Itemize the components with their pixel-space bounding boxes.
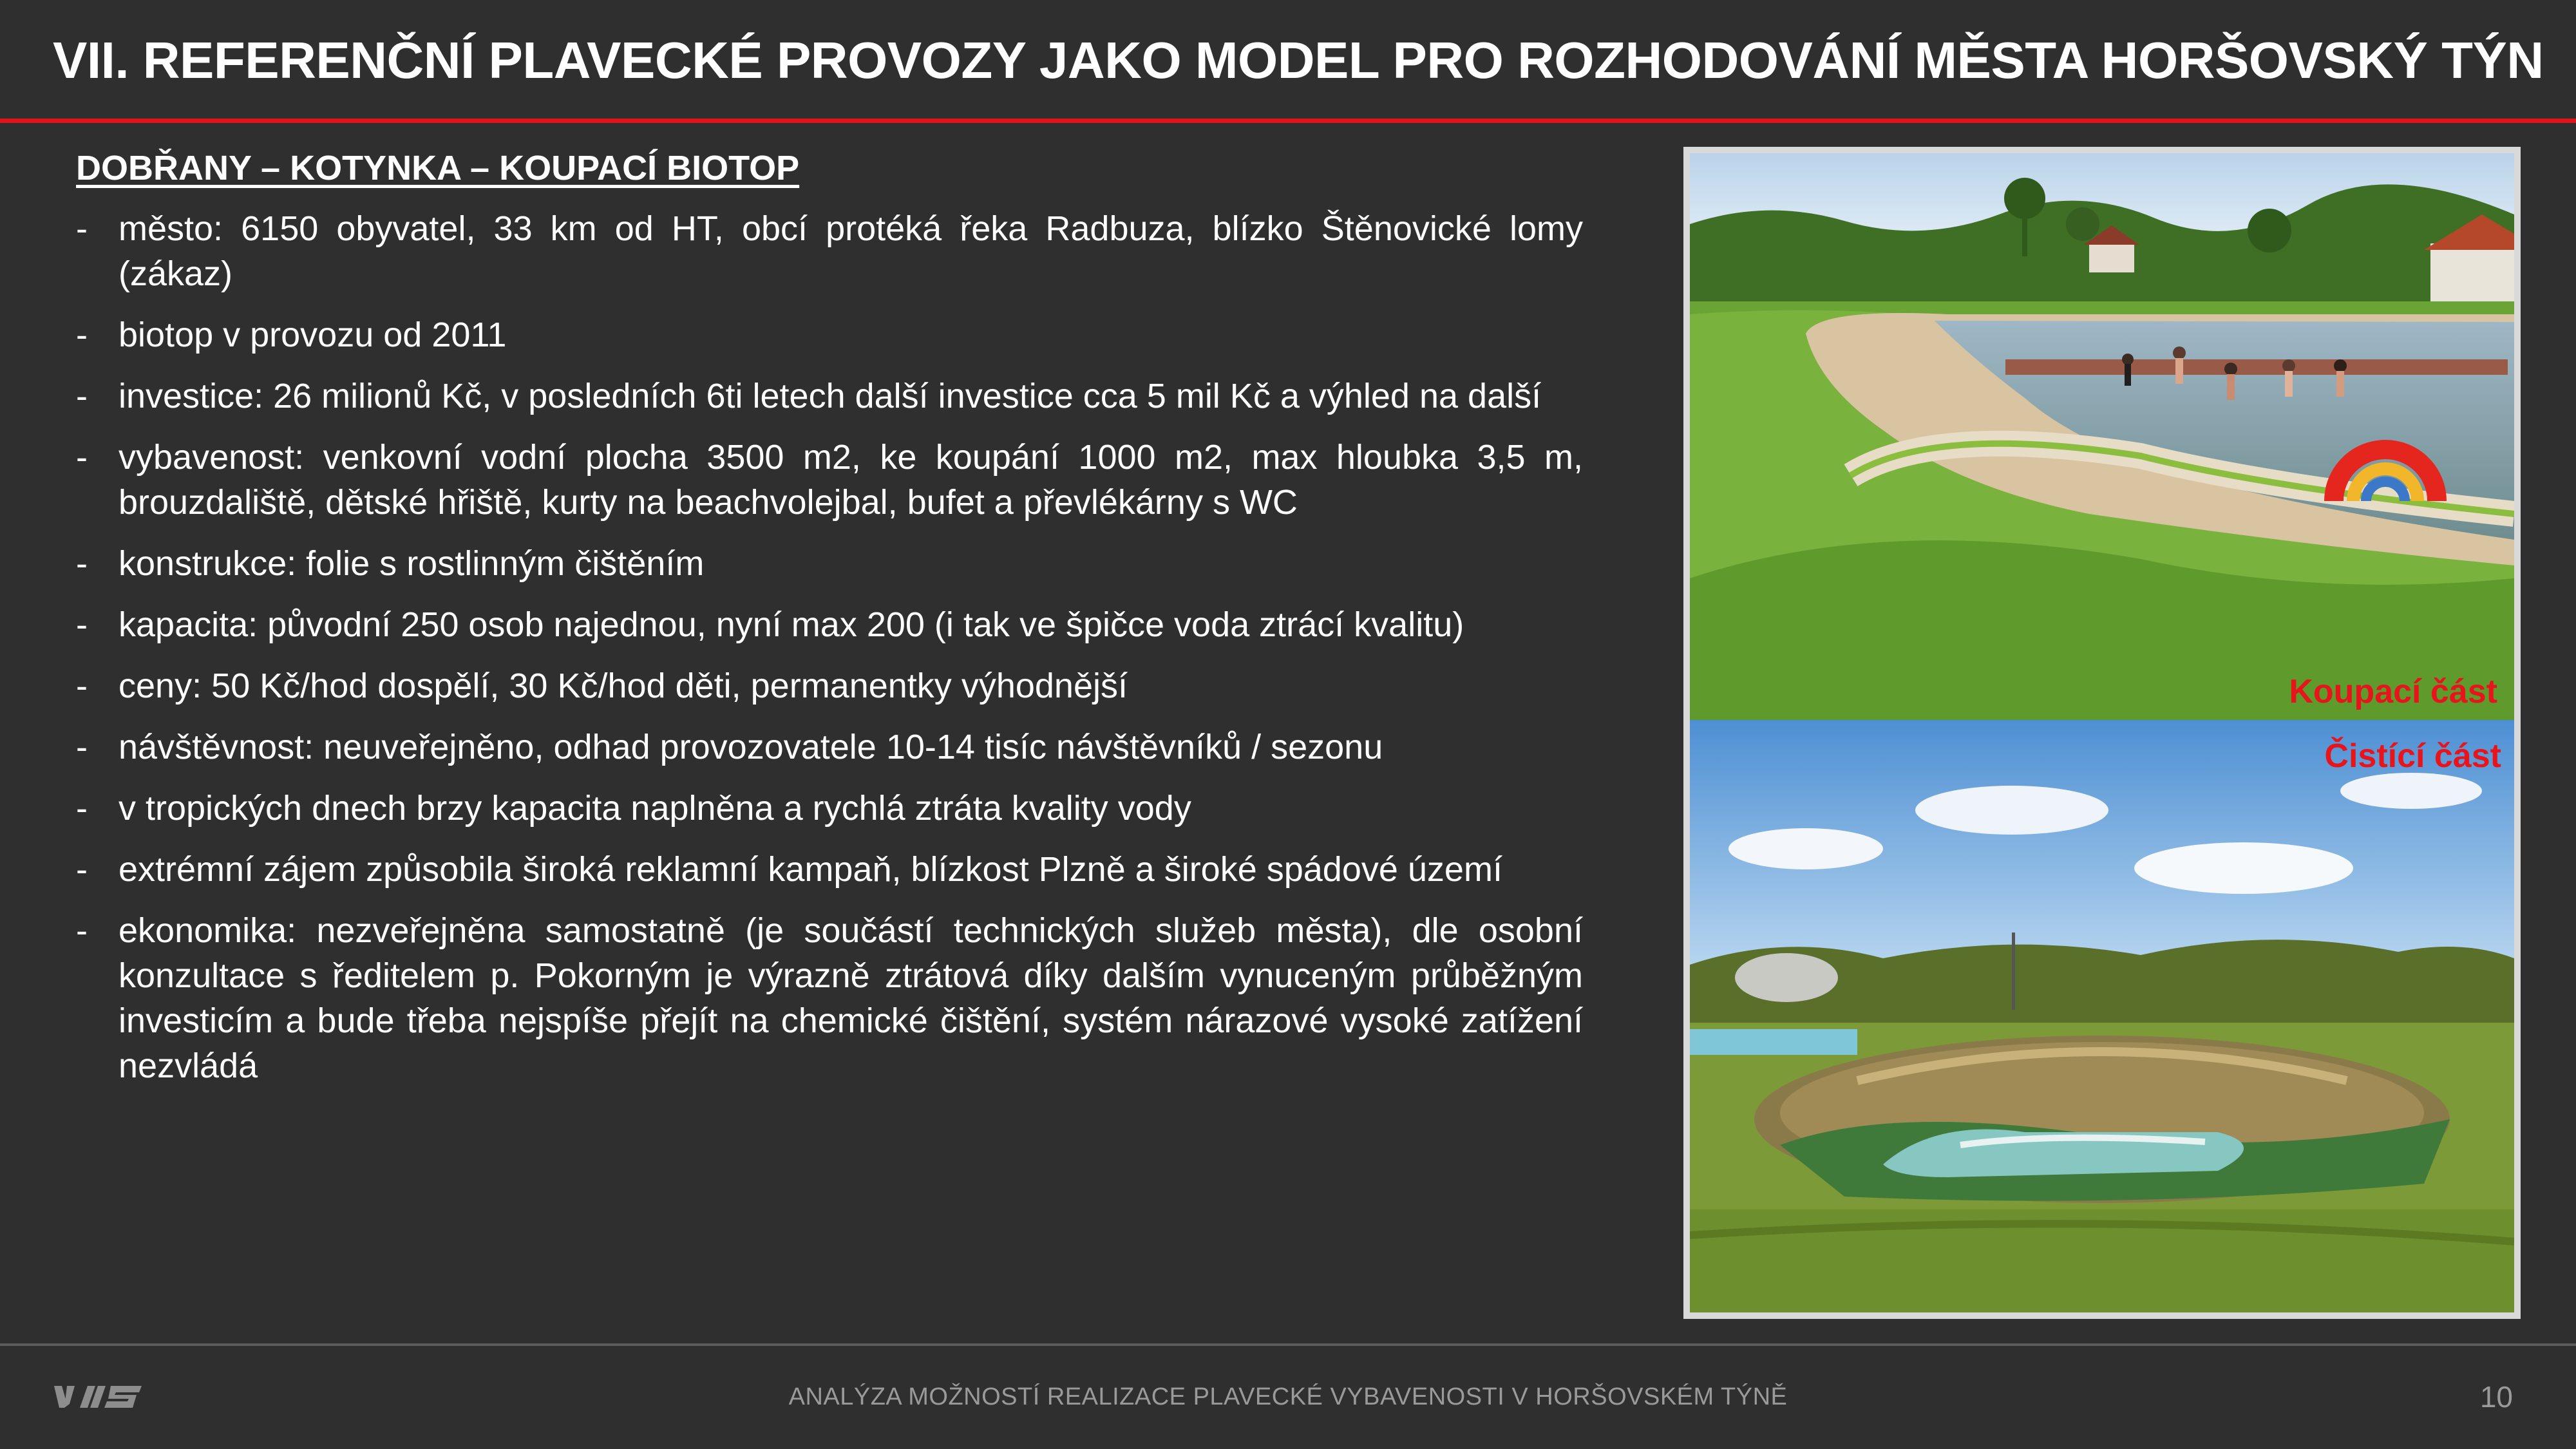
bullet-marker: - bbox=[76, 544, 88, 583]
section-heading: DOBŘANY – KOTYNKA – KOUPACÍ BIOTOP bbox=[76, 149, 800, 187]
bullet-marker: - bbox=[76, 850, 88, 889]
header-bar bbox=[0, 0, 2576, 122]
bullet-item bbox=[76, 908, 1583, 1088]
bullet-item bbox=[76, 663, 1583, 708]
bullet-marker: - bbox=[76, 605, 88, 644]
bullet-text: ekonomika: nezveřejněna samostatně (je součástí technických služeb města), dle osobní konzultace s ředitelem p. Pokorným je výrazně ztrátová díky dalším vynuceným průběžným investicím a bude třeba nejspíše přejít na chemické čištění, systém nárazové vysoké zatížení nezvládá bbox=[118, 911, 1583, 1085]
swimming-area-photo bbox=[1690, 153, 2514, 720]
bullet-marker: - bbox=[76, 728, 88, 766]
bullet-item bbox=[76, 206, 1583, 296]
bullet-marker: - bbox=[76, 316, 88, 354]
footer-caption: ANALÝZA MOŽNOSTÍ REALIZACE PLAVECKÉ VYBAVENOSTI V HORŠOVSKÉM TÝNĚ bbox=[788, 1383, 1788, 1410]
bullet-text: extrémní zájem způsobila široká reklamní kampaň, blízkost Plzně a široké spádové území bbox=[118, 850, 1502, 889]
bullet-marker: - bbox=[76, 789, 88, 828]
bullet-text: konstrukce: folie s rostlinným čištěním bbox=[118, 544, 705, 583]
bullet-marker: - bbox=[76, 667, 88, 705]
swimming-area-illustration bbox=[1690, 153, 2514, 720]
title-divider bbox=[0, 118, 2576, 123]
bullet-marker: - bbox=[76, 438, 88, 477]
bullet-item bbox=[76, 602, 1583, 647]
bullet-text: kapacita: původní 250 osob najednou, nyní max 200 (i tak ve špičce voda ztrácí kvalitu) bbox=[118, 605, 1464, 644]
cleaning-area-caption: Čistící část bbox=[2324, 737, 2501, 775]
bullet-text: v tropických dnech brzy kapacita naplněna a rychlá ztráta kvality vody bbox=[118, 789, 1191, 828]
swimming-area-caption: Koupací část bbox=[2289, 673, 2497, 710]
cleaning-area-photo bbox=[1690, 720, 2514, 1312]
bullet-text: město: 6150 obyvatel, 33 km od HT, obcí protéká řeka Radbuza, blízko Štěnovické lomy (zákaz) bbox=[118, 209, 1583, 293]
bullet-text: ceny: 50 Kč/hod dospělí, 30 Kč/hod děti, permanentky výhodnější bbox=[118, 667, 1128, 705]
bullet-item bbox=[76, 847, 1583, 892]
bullet-item bbox=[76, 786, 1583, 831]
bullet-item bbox=[76, 724, 1583, 770]
footer-divider bbox=[0, 1343, 2576, 1346]
bullet-list bbox=[76, 206, 1583, 1104]
page-number: 10 bbox=[2479, 1380, 2513, 1414]
bullet-item bbox=[76, 541, 1583, 586]
bullet-item bbox=[76, 435, 1583, 525]
bullet-text: investice: 26 milionů Kč, v posledních 6ti letech další investice cca 5 mil Kč a výhled na další bbox=[118, 377, 1542, 415]
bullet-item bbox=[76, 312, 1583, 357]
bullet-text: vybavenost: venkovní vodní plocha 3500 m2, ke koupání 1000 m2, max hloubka 3,5 m, brouzdaliště, dětské hřiště, kurty na beachvolejbal, bufet a převlékárny s WC bbox=[118, 438, 1583, 522]
photo-frame bbox=[1683, 147, 2521, 1319]
bullet-item bbox=[76, 374, 1583, 419]
cleaning-area-illustration bbox=[1690, 720, 2514, 1312]
bullet-text: biotop v provozu od 2011 bbox=[118, 316, 507, 354]
page-title: VII. REFERENČNÍ PLAVECKÉ PROVOZY JAKO MODEL PRO ROZHODOVÁNÍ MĚSTA HORŠOVSKÝ TÝN bbox=[53, 32, 2544, 89]
bullet-marker: - bbox=[76, 377, 88, 415]
bullet-marker: - bbox=[76, 209, 88, 248]
bullet-marker: - bbox=[76, 911, 88, 950]
bullet-text: návštěvnost: neuveřejněno, odhad provozovatele 10-14 tisíc návštěvníků / sezonu bbox=[118, 728, 1383, 766]
